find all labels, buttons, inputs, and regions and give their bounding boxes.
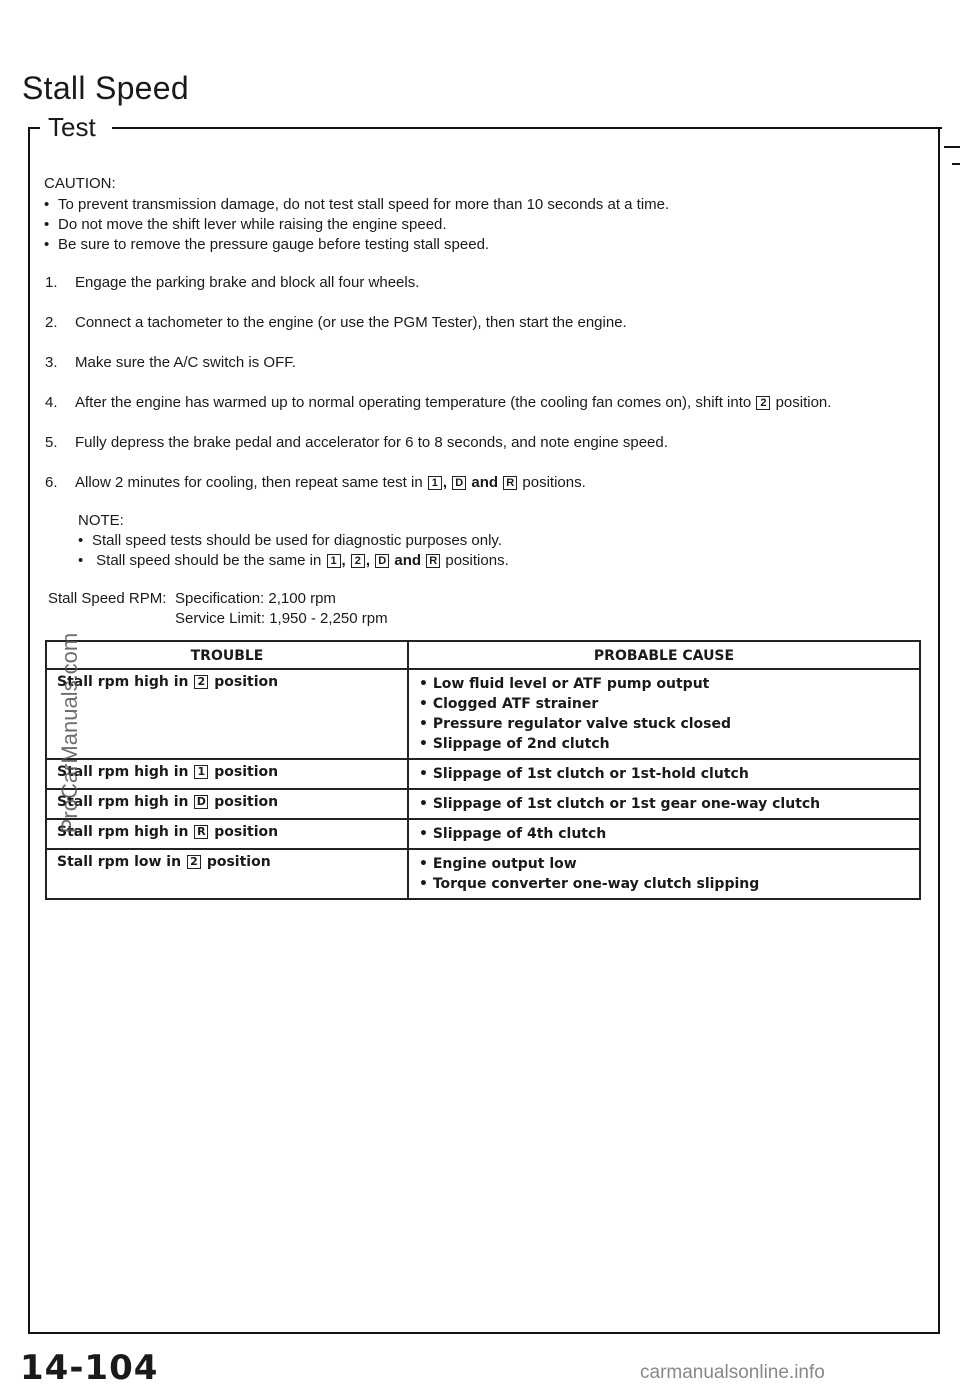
step-3	[45, 353, 296, 373]
step-text: Engage the parking brake and block all four wheels.	[75, 274, 420, 291]
gear-position-box: 2	[187, 855, 201, 869]
table-header-row	[46, 641, 920, 669]
trouble-text: position	[206, 854, 271, 870]
gear-position-box: R	[503, 476, 517, 490]
step-5	[45, 433, 668, 453]
gear-position-box: 2	[351, 554, 365, 568]
rpm-label: Stall Speed RPM:	[48, 590, 167, 607]
step-text: Allow 2 minutes for cooling, then repeat same test in	[75, 474, 423, 491]
frame-rule	[28, 127, 40, 129]
gear-position-box: 2	[756, 396, 770, 410]
gear-position-box: 2	[194, 675, 208, 689]
note-text: Stall speed should be the same in	[96, 552, 322, 569]
caution-item	[44, 215, 447, 235]
caution-text: Do not move the shift lever while raising the engine speed.	[58, 216, 447, 233]
page-title: Stall Speed	[22, 70, 189, 106]
gear-position-box: 1	[428, 476, 442, 490]
trouble-text: position	[214, 794, 279, 810]
watermark-bottom: carmanualsonline.info	[640, 1362, 825, 1383]
cause-item: • Pressure regulator valve stuck closed	[419, 716, 732, 732]
note-text: positions.	[445, 552, 509, 569]
trouble-text: Stall rpm high in	[57, 794, 189, 810]
cause-item: • Slippage of 1st clutch or 1st gear one-way clutch	[419, 796, 821, 812]
trouble-text: Stall rpm low in	[57, 854, 182, 870]
conjunction: and	[394, 552, 422, 569]
frame-rule	[112, 127, 942, 129]
trouble-text: position	[214, 674, 279, 690]
cause-item: • Clogged ATF strainer	[419, 696, 599, 712]
cause-cell	[408, 819, 920, 849]
caution-item	[44, 195, 669, 215]
corner-mark	[952, 163, 960, 165]
cause-item: • Low fluid level or ATF pump output	[419, 676, 710, 692]
trouble-cell	[46, 759, 408, 789]
rpm-service-limit: Service Limit: 1,950 - 2,250 rpm	[175, 610, 388, 627]
page-number: 14-104	[20, 1348, 159, 1388]
step-text: After the engine has warmed up to normal operating temperature (the cooling fan comes on), shift into	[75, 394, 752, 411]
step-text: positions.	[522, 474, 586, 491]
gear-position-box: D	[375, 554, 389, 568]
cause-cell	[408, 849, 920, 899]
cause-cell	[408, 669, 920, 759]
note-item	[78, 551, 509, 571]
cause-item: • Slippage of 1st clutch or 1st-hold clutch	[419, 766, 749, 782]
table-row	[46, 759, 920, 789]
step-text: position.	[775, 394, 832, 411]
trouble-text: position	[214, 764, 279, 780]
trouble-cell	[46, 819, 408, 849]
column-header-probable-cause: PROBABLE CAUSE	[408, 641, 920, 669]
note-text: Stall speed tests should be used for diagnostic purposes only.	[92, 532, 502, 549]
cause-cell	[408, 759, 920, 789]
trouble-cell	[46, 849, 408, 899]
step-text: Fully depress the brake pedal and accelerator for 6 to 8 seconds, and note engine speed.	[75, 434, 668, 451]
step-6	[45, 473, 586, 493]
caution-text: Be sure to remove the pressure gauge before testing stall speed.	[58, 236, 490, 253]
step-2	[45, 313, 627, 333]
caution-item	[44, 235, 489, 255]
caution-label: CAUTION:	[44, 175, 116, 192]
separator: ,	[341, 552, 346, 569]
step-text: Make sure the A/C switch is OFF.	[75, 354, 296, 371]
cause-cell	[408, 789, 920, 819]
gear-position-box: 1	[327, 554, 341, 568]
step-number: 5.	[45, 434, 58, 451]
step-text: Connect a tachometer to the engine (or use the PGM Tester), then start the engine.	[75, 314, 627, 331]
watermark-side: ProCarManuals.com	[57, 632, 82, 834]
trouble-text: position	[214, 824, 279, 840]
troubleshooting-table	[45, 640, 921, 900]
rpm-specification: Specification: 2,100 rpm	[175, 590, 336, 607]
separator: ,	[442, 474, 448, 491]
trouble-text: Stall rpm high in	[57, 764, 189, 780]
gear-position-box: R	[194, 825, 208, 839]
gear-position-box: R	[426, 554, 440, 568]
table-row	[46, 849, 920, 899]
step-1	[45, 273, 419, 293]
step-number: 3.	[45, 354, 58, 371]
step-number: 2.	[45, 314, 58, 331]
gear-position-box: D	[194, 795, 208, 809]
cause-item: • Slippage of 2nd clutch	[419, 736, 610, 752]
corner-mark	[944, 146, 960, 148]
table-row	[46, 789, 920, 819]
column-header-trouble: TROUBLE	[46, 641, 408, 669]
step-number: 4.	[45, 394, 58, 411]
caution-text: To prevent transmission damage, do not test stall speed for more than 10 seconds at a time.	[58, 196, 670, 213]
gear-position-box: D	[452, 476, 466, 490]
cause-item: • Slippage of 4th clutch	[419, 826, 607, 842]
table-row	[46, 819, 920, 849]
table-row	[46, 669, 920, 759]
step-number: 1.	[45, 274, 58, 291]
separator: ,	[365, 552, 371, 569]
cause-item: • Engine output low	[419, 856, 577, 872]
conjunction: and	[471, 474, 499, 491]
trouble-cell	[46, 789, 408, 819]
section-heading: Test	[48, 112, 96, 142]
step-4	[45, 393, 831, 413]
note-label: NOTE:	[78, 512, 124, 529]
trouble-text: Stall rpm high in	[57, 824, 189, 840]
trouble-cell	[46, 669, 408, 759]
cause-item: • Torque converter one-way clutch slipping	[419, 876, 760, 892]
note-item	[78, 531, 502, 551]
gear-position-box: 1	[194, 765, 208, 779]
step-number: 6.	[45, 474, 58, 491]
trouble-text: Stall rpm high in	[57, 674, 189, 690]
